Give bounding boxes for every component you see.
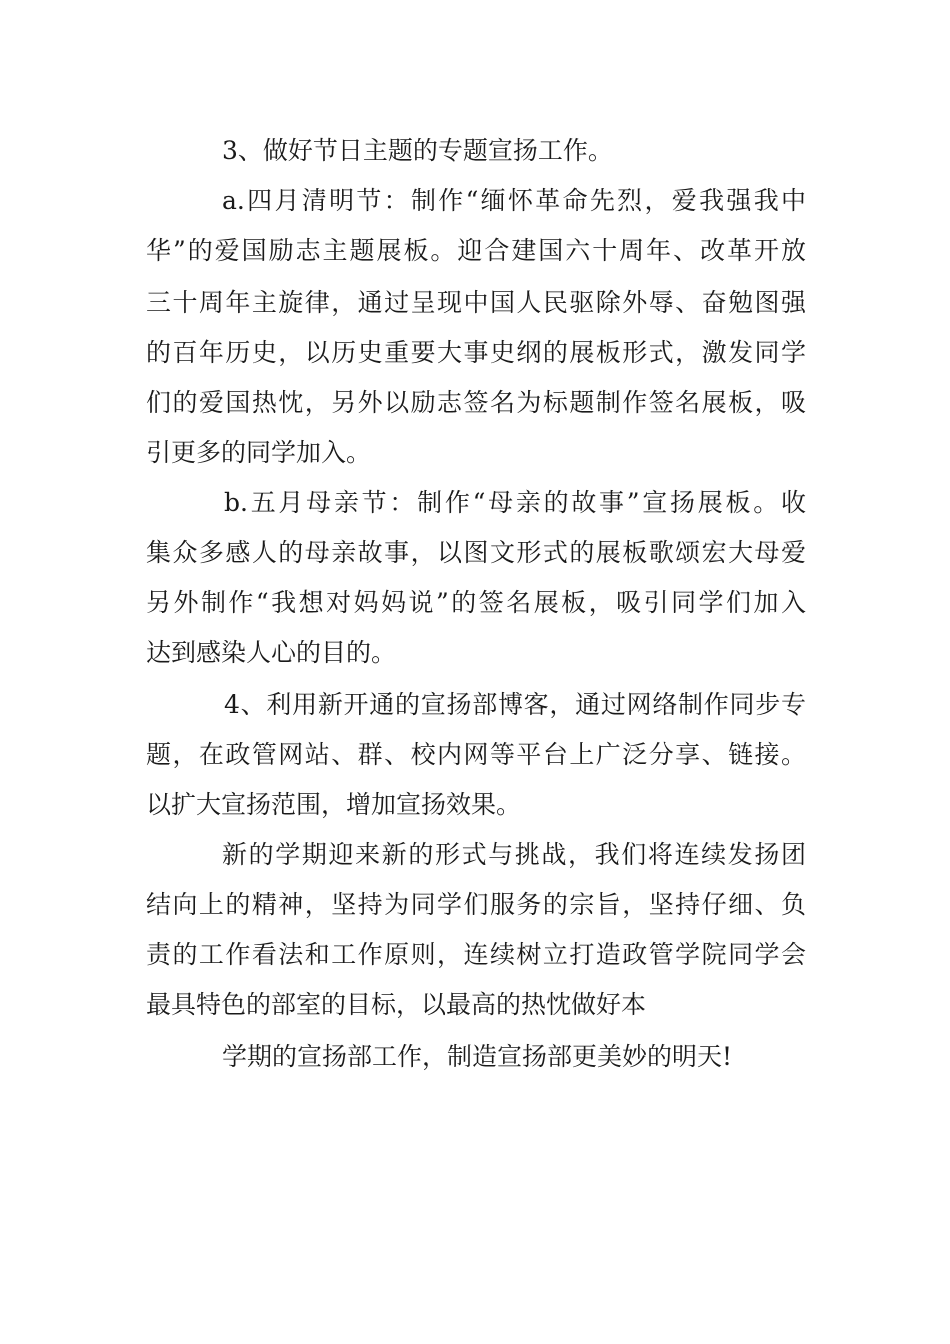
paragraph-a-line-4: 的百年历史，以历史重要大事史纲的展板形式，激发同学 xyxy=(146,338,806,367)
paragraph-a-line-1: a.四月清明节：制作“缅怀革命先烈，爱我强我中 xyxy=(222,186,806,215)
paragraph-b-line-3: 另外制作“我想对妈妈说”的签名展板，吸引同学们加入 xyxy=(146,588,806,617)
section-3-heading: 3、做好节日主题的专题宣扬工作。 xyxy=(222,136,613,165)
paragraph-a-line-5: 们的爱国热忱，另外以励志签名为标题制作签名展板，吸 xyxy=(146,388,806,417)
paragraph-a-line-6: 引更多的同学加入。 xyxy=(146,438,372,467)
paragraph-a-line-3: 三十周年主旋律，通过呈现中国人民驱除外辱、奋勉图强 xyxy=(146,288,806,317)
paragraph-b-line-2: 集众多感人的母亲故事，以图文形式的展板歌颂宏大母爱 xyxy=(146,538,806,567)
closing-line-5: 学期的宣扬部工作，制造宣扬部更美妙的明天! xyxy=(222,1042,733,1071)
section-4-line-2: 题，在政管网站、群、校内网等平台上广泛分享、链接。 xyxy=(146,740,806,769)
paragraph-b-line-1: b.五月母亲节：制作“母亲的故事”宣扬展板。收 xyxy=(224,488,806,517)
closing-line-4: 最具特色的部室的目标，以最高的热忱做好本 xyxy=(146,990,647,1019)
section-4-line-3: 以扩大宣扬范围，增加宣扬效果。 xyxy=(146,790,522,819)
closing-line-1: 新的学期迎来新的形式与挑战，我们将连续发扬团 xyxy=(222,840,806,869)
paragraph-b-line-4: 达到感染人心的目的。 xyxy=(146,638,397,667)
closing-line-3: 责的工作看法和工作原则，连续树立打造政管学院同学会 xyxy=(146,940,806,969)
paragraph-a-line-2: 华”的爱国励志主题展板。迎合建国六十周年、改革开放 xyxy=(146,236,806,265)
closing-line-2: 结向上的精神，坚持为同学们服务的宗旨，坚持仔细、负 xyxy=(146,890,806,919)
section-4-line-1: 4、利用新开通的宣扬部博客，通过网络制作同步专 xyxy=(224,690,806,719)
